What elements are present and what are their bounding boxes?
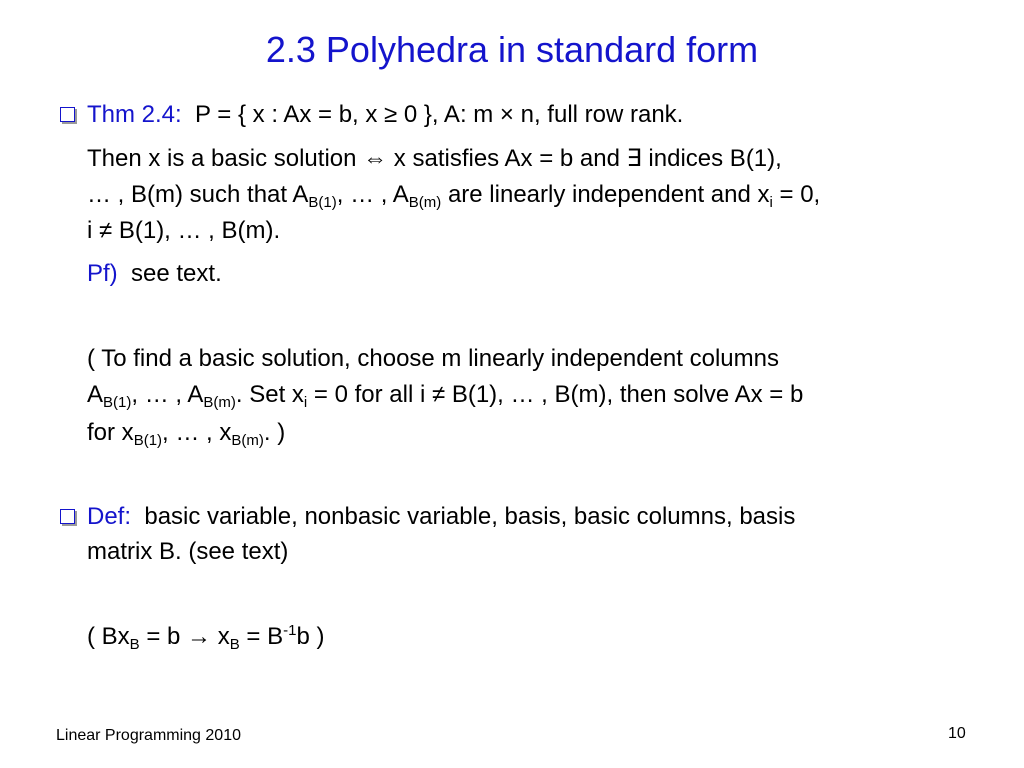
proof-label: Pf): [87, 260, 118, 287]
thm-statement: P = { x : Ax = b, x ≥ 0 }, A: m × n, full row rank.: [195, 101, 684, 128]
thm-line: [87, 100, 683, 130]
thm-label: Thm 2.4:: [87, 101, 182, 128]
slide-title: 2.3 Polyhedra in standard form: [265, 29, 759, 70]
page-number: 10: [948, 725, 966, 742]
checkbox-bullet-icon: [60, 107, 75, 122]
thm-then-line-3: i ≠ B(1), … , B(m).: [87, 217, 281, 244]
find-line-3: for $x_{B(1)}$, … , $x_{B(m)}$. ): [87, 419, 286, 449]
find-line-2: $A_{B(1)}$, … , $A_{B(m)}$. Set $x_i = 0$ for all i ≠ B(1), … , B(m), then solve Ax = b: [87, 381, 804, 411]
def-line-2: matrix B. (see text): [87, 538, 289, 565]
footer-course: Linear Programming 2010: [56, 727, 241, 744]
def-line-1: [87, 502, 795, 532]
thm-then-line-1: Then x is a basic solution ⇔ x satisfies Ax = b and ∃ indices B(1),: [87, 145, 782, 172]
proof-line: [87, 259, 222, 289]
basis-equation: ( $Bx_B = b \to x_B = B^{-1}b$ ): [87, 622, 325, 653]
find-line-1: ( To find a basic solution, choose m linearly independent columns: [87, 345, 779, 372]
checkbox-bullet-icon: [60, 509, 75, 524]
proof-text: see text.: [131, 260, 222, 287]
def-label: Def:: [87, 503, 132, 530]
def-text: basic variable, nonbasic variable, basis, basic columns, basis: [144, 503, 796, 530]
thm-then-line-2: … , B(m) such that $A_{B(1)}$, … , $A_{B(m)}$ are linearly independent and $x_i = 0$,: [87, 181, 821, 211]
